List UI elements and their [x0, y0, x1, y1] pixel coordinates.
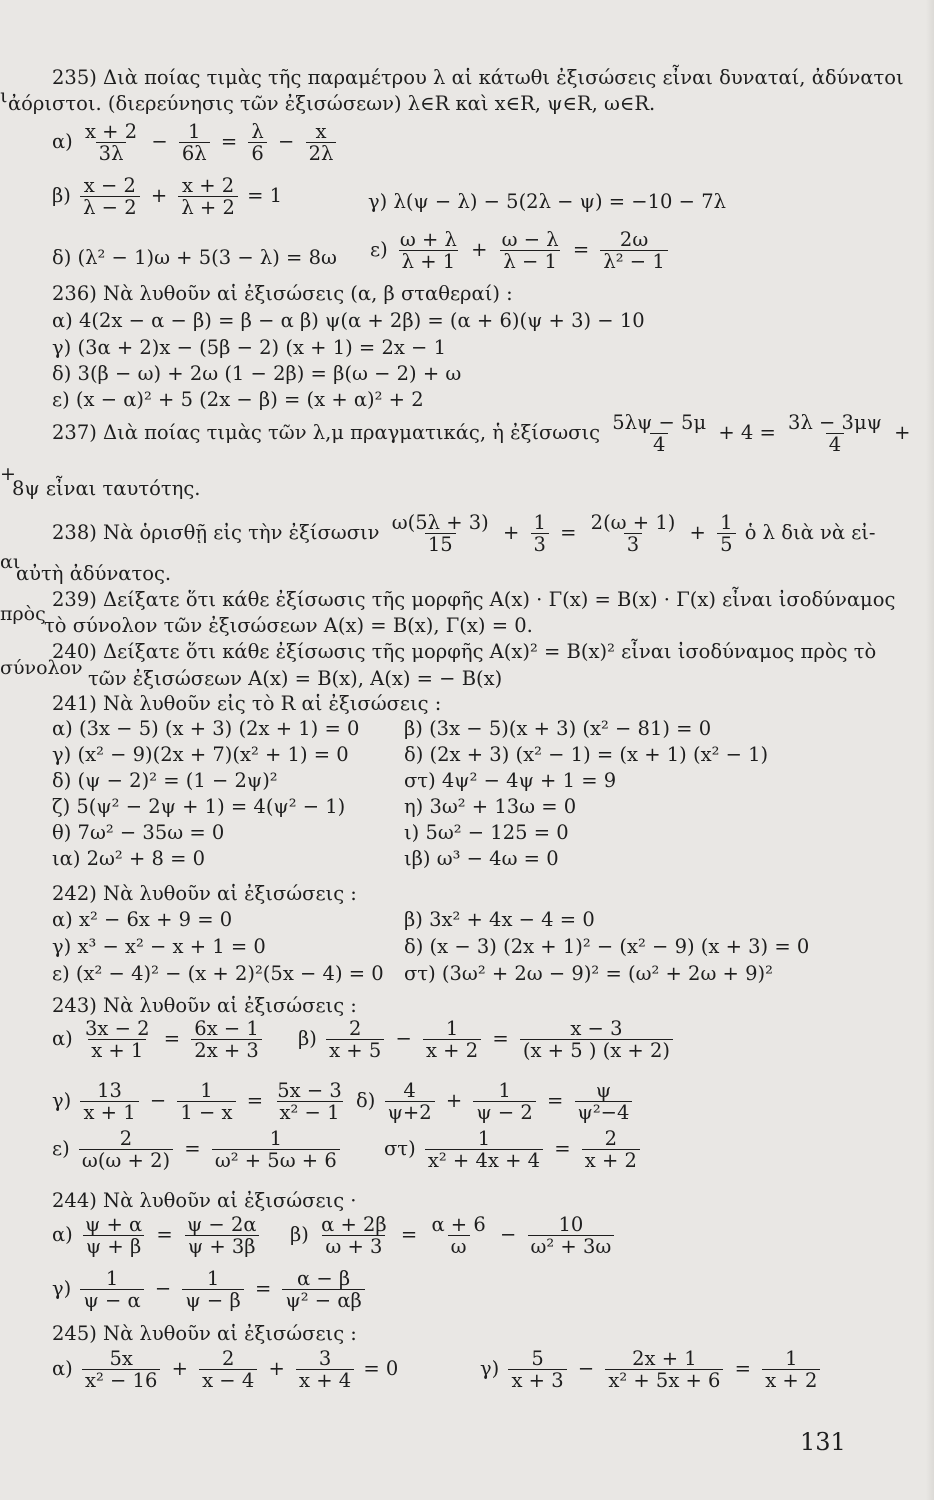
equation-236-ab: α) 4(2x − α − β) = β − α β) ψ(α + 2β) = (α + 6)(ψ + 3) − 10 [52, 309, 645, 332]
equation-242-right: β) 3x² + 4x − 4 = 0 [404, 908, 595, 931]
equation-241-right: η) 3ω² + 13ω = 0 [404, 795, 577, 818]
equation-235-d: δ) (λ² − 1)ω + 5(3 − λ) = 8ω [52, 246, 337, 269]
equation-244-g: γ) $\frac{1}{\psi - \alpha}$ − $\frac{1}{\psi - \beta}$ = $\frac{\alpha - \beta}{\text{ψ² − αβ}}$ [52, 1268, 368, 1311]
problem-240-line1: 240) Δείξατε ὅτι κάθε ἐξίσωσις τῆς μορφῆς A(x)² = B(x)² εἶναι ἰσοδύναμος πρὸς τὸ [52, 640, 877, 663]
problem-238: 238) Νὰ ὁρισθῇ εἰς τὴν ἐξίσωσιν $\frac{\omega(5\lambda + 3)}{15}$ + $\frac{1}{3}$ = $\frac{2(\omega + 1)}{3}$ + $\frac{1}{5}$ ὁ λ διὰ νὰ εἰ- [52, 511, 876, 556]
equation-243-d: δ) $\frac{4}{\psi+2}$ + $\frac{1}{\psi - 2}$ = $\frac{\psi}{\text{ψ²−4}}$ [356, 1080, 635, 1123]
equation-236-e: ε) (x − α)² + 5 (2x − β) = (x + α)² + 2 [52, 388, 424, 411]
equation-241-right: δ) (2x + 3) (x² − 1) = (x + 1) (x² − 1) [404, 743, 769, 766]
equation-242-left: α) x² − 6x + 9 = 0 [52, 908, 233, 931]
problem-237-cont: 8ψ εἶναι ταυτότης. [12, 477, 201, 500]
equation-242-right: στ) (3ω² + 2ω − 9)² = (ω² + 2ω + 9)² [404, 962, 773, 985]
equation-236-d: δ) 3(β − ω) + 2ω (1 − 2β) = β(ω − 2) + ω [52, 362, 462, 385]
margin-fragment: σύνολον [0, 657, 83, 679]
equation-241-left: α) (3x − 5) (x + 3) (2x + 1) = 0 [52, 717, 360, 740]
problem-238-cont: αὐτὴ ἀδύνατος. [16, 562, 172, 585]
equation-244-a: α) $\frac{\psi + \alpha}{\psi + \beta}$ = $\frac{\psi - 2\alpha}{\psi + 3\beta}$ [52, 1214, 263, 1257]
problem-235-line1: 235) Διὰ ποίας τιμὰς τῆς παραμέτρου λ αἱ κάτωθι ἐξισώσεις εἶναι δυναταί, ἀδύνατοι [52, 66, 904, 89]
equation-241-left: δ) (ψ − 2)² = (1 − 2ψ)² [52, 769, 278, 792]
equation-243-st: στ) $\frac{1}{\text{x² + 4x + 4}}$ = $\frac{2}{x + 2}$ [384, 1128, 643, 1171]
equation-243-b: β) $\frac{2}{x + 5}$ − $\frac{1}{x + 2}$ = $\frac{x - 3}{(x + 5 ) (x + 2)}$ [298, 1018, 676, 1061]
equation-245-g: γ) $\frac{5}{x + 3}$ − $\frac{2x + 1}{\text{x² + 5x + 6}}$ = $\frac{1}{x + 2}$ [480, 1348, 823, 1391]
problem-243-head: 243) Νὰ λυθοῦν αἱ ἐξισώσεις : [52, 994, 357, 1017]
equation-235-e: ε) $\frac{\omega + \lambda}{\lambda + 1}$ + $\frac{\omega - \lambda}{\lambda - 1}$ = $\frac{2\omega}{\text{λ² − 1}}$ [370, 229, 671, 272]
equation-241-left: θ) 7ω² − 35ω = 0 [52, 821, 225, 844]
equation-241-left: γ) (x² − 9)(2x + 7)(x² + 1) = 0 [52, 743, 349, 766]
page-edge-shadow [926, 0, 934, 1500]
equation-243-a: α) $\frac{3x - 2}{x + 1}$ = $\frac{6x - 1}{2x + 3}$ [52, 1018, 265, 1061]
problem-244-head: 244) Νὰ λυθοῦν αἱ ἐξισώσεις · [52, 1189, 357, 1212]
problem-242-head: 242) Νὰ λυθοῦν αἱ ἐξισώσεις : [52, 882, 357, 905]
equation-241-right: ι) 5ω² − 125 = 0 [404, 821, 569, 844]
equation-243-g: γ) $\frac{13}{x + 1}$ − $\frac{1}{1 - x}$ = $\frac{5x - 3}{\text{x² − 1}}$ [52, 1079, 342, 1124]
equation-241-right: β) (3x − 5)(x + 3) (x² − 81) = 0 [404, 717, 712, 740]
equation-241-left: ζ) 5(ψ² − 2ψ + 1) = 4(ψ² − 1) [52, 795, 346, 818]
equation-243-e: ε) $\frac{2}{\omega(\omega + 2)}$ = $\frac{1}{\text{ω² + 5ω + 6}}$ [52, 1128, 343, 1171]
page-number: 131 [800, 1428, 846, 1456]
margin-fragment: πρὸς [0, 603, 46, 625]
equation-235-a: α) $\frac{x + 2}{3\lambda}$ − $\frac{1}{6\lambda}$ = $\frac{\lambda}{6}$ − $\frac{x}{2\lambda}$ [52, 121, 339, 164]
equation-236-g: γ) (3α + 2)x − (5β − 2) (x + 1) = 2x − 1 [52, 336, 446, 359]
problem-239-line1: 239) Δείξατε ὅτι κάθε ἐξίσωσις τῆς μορφῆς A(x) · Γ(x) = B(x) · Γ(x) εἶναι ἰσοδύναμος [52, 588, 896, 611]
equation-241-left: ια) 2ω² + 8 = 0 [52, 847, 206, 870]
equation-245-a: α) $\frac{5x}{\text{x² − 16}}$ + $\frac{2}{x - 4}$ + $\frac{3}{x + 4}$ = 0 [52, 1347, 399, 1392]
margin-fragment: ι [0, 85, 8, 107]
equation-242-right: δ) (x − 3) (2x + 1)² − (x² − 9) (x + 3) = 0 [404, 935, 810, 958]
problem-245-head: 245) Νὰ λυθοῦν αἱ ἐξισώσεις : [52, 1322, 357, 1345]
problem-240-line2: τῶν ἐξισώσεων A(x) = B(x), A(x) = − B(x) [88, 667, 503, 690]
equation-241-right: ιβ) ω³ − 4ω = 0 [404, 847, 559, 870]
equation-235-g: γ) λ(ψ − λ) − 5(2λ − ψ) = −10 − 7λ [368, 190, 726, 213]
equation-242-left: γ) x³ − x² − x + 1 = 0 [52, 935, 266, 958]
problem-237: 237) Διὰ ποίας τιμὰς τῶν λ,μ πραγματικάς, ἡ ἐξίσωσις $\frac{5\lambda\psi - 5\mu}{4}$ + 4 = $\frac{3\lambda - 3\mu\psi}{4}$ + [52, 411, 911, 456]
margin-fragment: + [0, 463, 16, 485]
problem-235-line2: ἀόριστοι. (διερεύνησις τῶν ἐξισώσεων) λ∈R καὶ x∈R, ψ∈R, ω∈R. [8, 92, 656, 115]
equation-241-right: στ) 4ψ² − 4ψ + 1 = 9 [404, 769, 617, 792]
equation-244-b: β) $\frac{\alpha + 2\beta}{\omega + 3}$ = $\frac{\alpha + 6}{\omega}$ − $\frac{10}{\text{ω² + 3ω}}$ [290, 1214, 617, 1257]
problem-236-head: 236) Νὰ λυθοῦν αἱ ἐξισώσεις (α, β σταθεραί) : [52, 282, 513, 305]
margin-fragment: αι [0, 551, 21, 573]
equation-242-left: ε) (x² − 4)² − (x + 2)²(5x − 4) = 0 [52, 962, 384, 985]
equation-235-b: β) $\frac{x - 2}{\lambda - 2}$ + $\frac{x + 2}{\lambda + 2}$ = 1 [52, 174, 283, 219]
problem-239-line2: τὸ σύνολον τῶν ἐξισώσεων A(x) = B(x), Γ(x) = 0. [44, 614, 533, 637]
problem-241-head: 241) Νὰ λυθοῦν εἰς τὸ R αἱ ἐξισώσεις : [52, 692, 442, 715]
